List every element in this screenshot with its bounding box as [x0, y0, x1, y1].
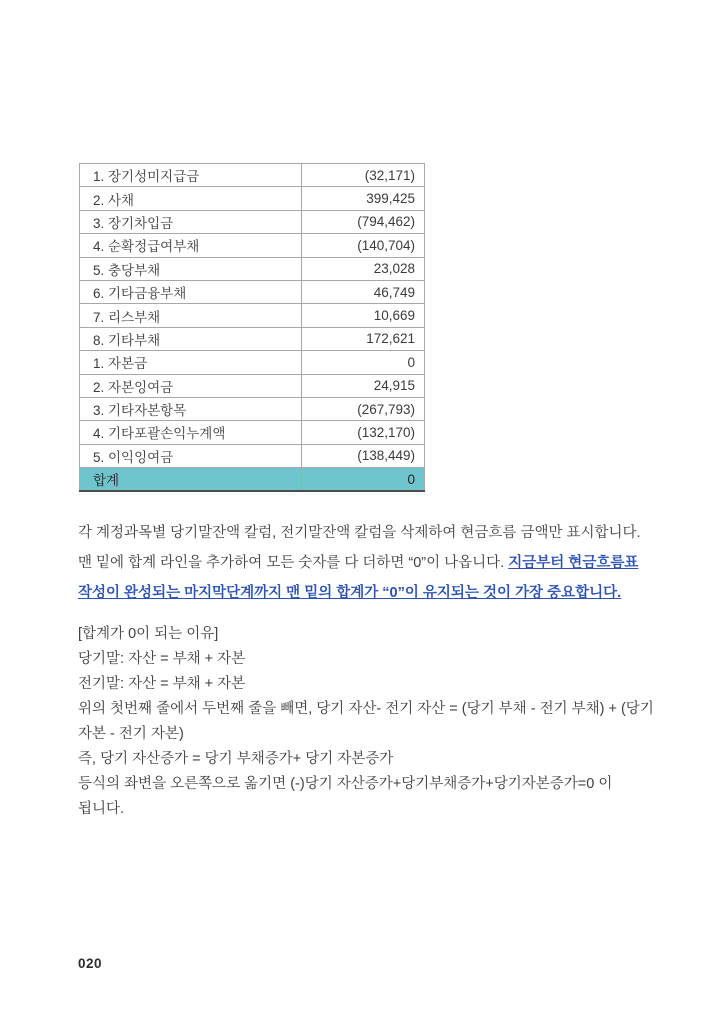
explanation-paragraph	[78, 518, 656, 608]
account-value: 46,749	[302, 280, 425, 303]
account-value: 24,915	[302, 374, 425, 397]
account-label: 1. 자본금	[80, 351, 302, 374]
account-label: 8. 기타부채	[80, 327, 302, 350]
explanation-text: 각 계정과목별 당기말잔액 칼럼, 전기말잔액 칼럼을 삭제하여 현금흐름 금액만 표시합니다. 맨 밑에 합계 라인을 추가하여 모든 숫자를 다 더하면 “0”이 나옵니다.	[78, 525, 641, 571]
reason-line: 등식의 좌변을 오른쪽으로 옮기면 (-)당기 자산증가+당기부채증가+당기자본증가=0 이 됩니다.	[78, 776, 613, 817]
account-label: 2. 사채	[80, 187, 302, 210]
account-label: 6. 기타금융부채	[80, 280, 302, 303]
account-value: (140,704)	[302, 234, 425, 257]
table-row	[80, 444, 425, 467]
table-row	[80, 304, 425, 327]
table-row	[80, 210, 425, 233]
account-label: 4. 기타포괄손익누계액	[80, 421, 302, 444]
account-value: (794,462)	[302, 210, 425, 233]
account-value: 399,425	[302, 187, 425, 210]
table-row	[80, 257, 425, 280]
account-value: 23,028	[302, 257, 425, 280]
reason-section	[78, 622, 656, 822]
table-row	[80, 280, 425, 303]
total-value: 0	[302, 468, 425, 491]
table-row	[80, 234, 425, 257]
account-label: 4. 순확정급여부채	[80, 234, 302, 257]
account-label: 7. 리스부채	[80, 304, 302, 327]
account-label: 5. 이익잉여금	[80, 444, 302, 467]
account-value: 172,621	[302, 327, 425, 350]
balance-table-container	[79, 163, 425, 492]
reason-line: 위의 첫번째 줄에서 두번째 줄을 빼면, 당기 자산- 전기 자산 = (당기 부채 - 전기 부채) + (당기 자본 - 전기 자본)	[78, 701, 654, 742]
account-value: 10,669	[302, 304, 425, 327]
account-value: 0	[302, 351, 425, 374]
page-number: 020	[78, 956, 103, 971]
account-label: 3. 기타자본항목	[80, 397, 302, 420]
total-label: 합계	[80, 468, 302, 491]
account-value: (132,170)	[302, 421, 425, 444]
reason-line: 즉, 당기 자산증가 = 당기 부채증가+ 당기 자본증가	[78, 751, 394, 767]
table-row	[80, 421, 425, 444]
emphasized-blue-text: 지금부터 현금흐름표 작성이 완성되는 마지막단계까지 맨 밑의 합계가 “0”이 유지되는 것이 가장 중요합니다.	[78, 555, 639, 601]
account-label: 2. 자본잉여금	[80, 374, 302, 397]
account-value: (32,171)	[302, 164, 425, 187]
table-row	[80, 351, 425, 374]
table-row	[80, 374, 425, 397]
reason-line: 전기말: 자산 = 부채 + 자본	[78, 676, 246, 692]
table-row	[80, 327, 425, 350]
table-row	[80, 187, 425, 210]
account-value: (267,793)	[302, 397, 425, 420]
table-row	[80, 397, 425, 420]
table-row	[80, 164, 425, 187]
account-label: 1. 장기성미지급금	[80, 164, 302, 187]
account-value: (138,449)	[302, 444, 425, 467]
reason-line: 당기말: 자산 = 부채 + 자본	[78, 651, 246, 667]
account-label: 3. 장기차입금	[80, 210, 302, 233]
balance-table	[79, 163, 425, 492]
table-total-row	[80, 468, 425, 491]
account-label: 5. 충당부채	[80, 257, 302, 280]
reason-heading: [합계가 0이 되는 이유]	[78, 626, 219, 642]
